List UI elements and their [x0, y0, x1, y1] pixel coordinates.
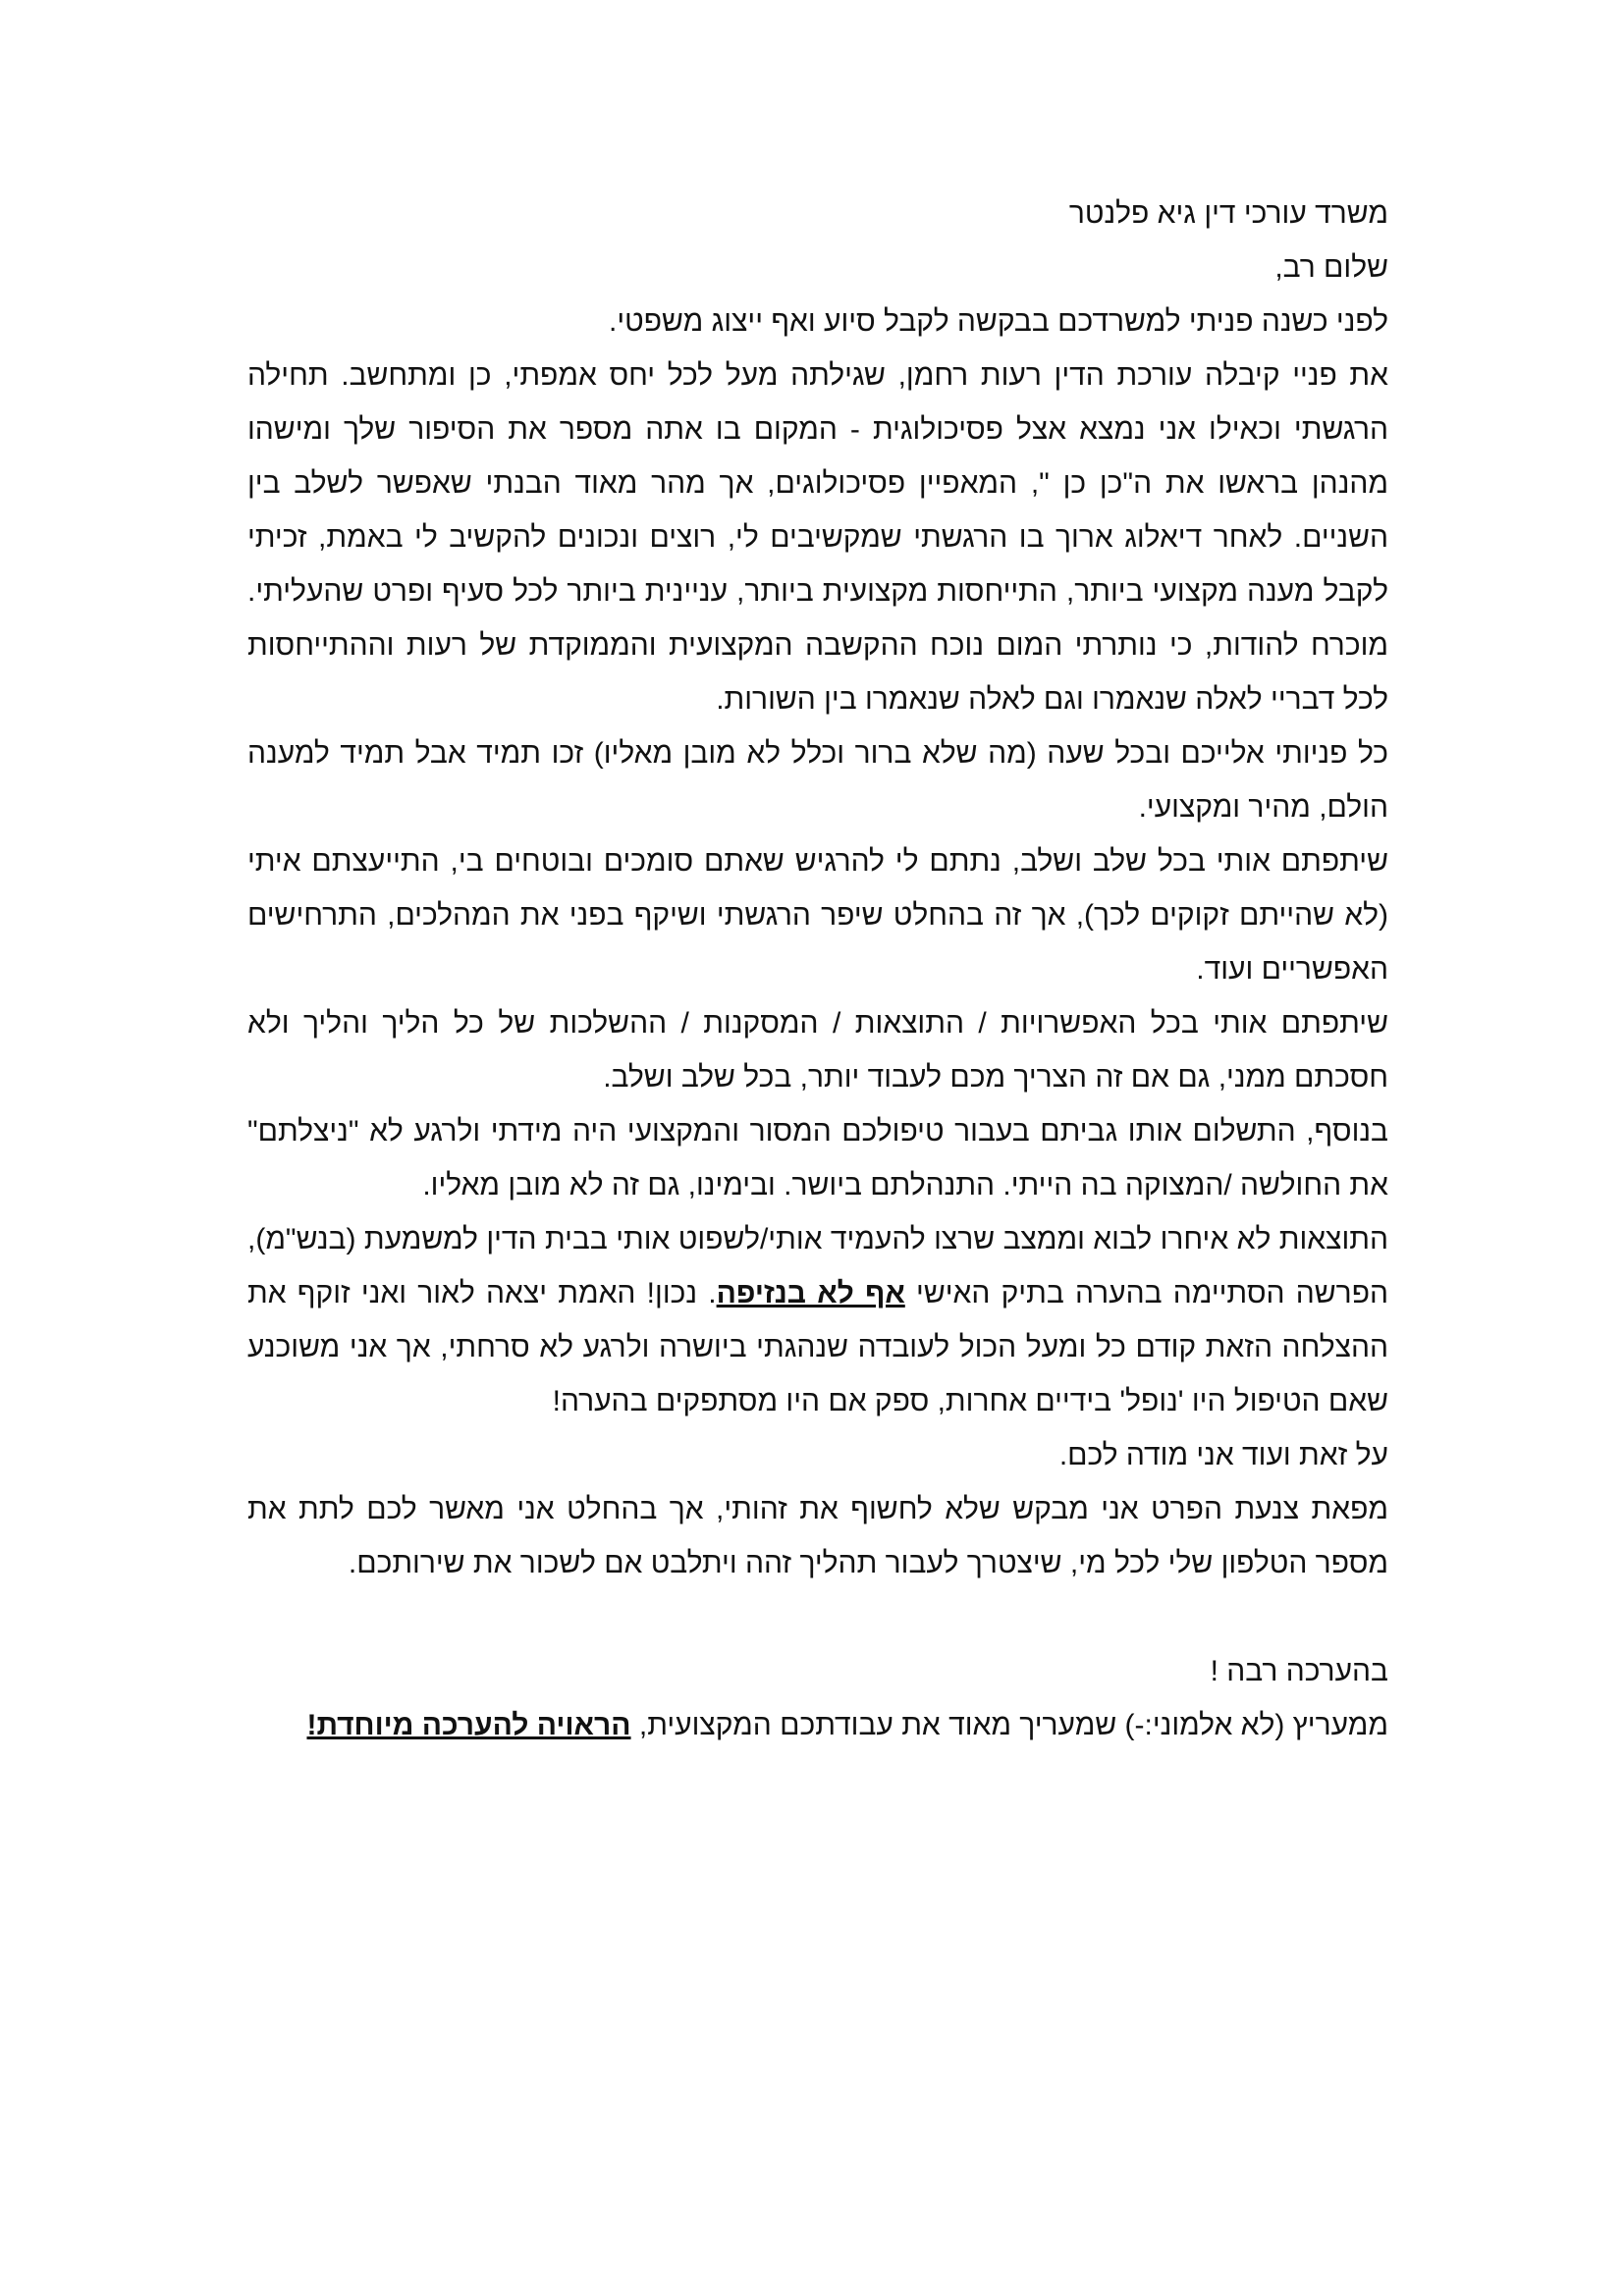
paragraph-payment: בנוסף, התשלום אותו גביתם בעבור טיפולכם המסור והמקצועי היה מידתי ולרגע לא "ניצלתם" את החולשה /המצוקה בה הייתי. התנהלתם ביושר. ובימינו, גם זה לא מובן מאליו.: [247, 1115, 1388, 1201]
spacer: [247, 1590, 1388, 1644]
paragraph-lawyer-praise: את פניי קיבלה עורכת הדין רעות רחמן, שגילתה מעל לכל יחס אמפתי, כן ומתחשב. תחילה הרגשתי וכאילו אני נמצא אצל פסיכולוגית - המקום בו אתה מספר את הסיפור שלך ומישהו מהנהן בראשו את ה"כן כן ", המאפיין פסיכולוגים, אך מהר מאוד הבנתי שאפשר לשלב בין השניים. לאחר דיאלוג ארוך בו הרגשתי שמקשיבים לי, רוצים ונכונים להקשיב לי באמת, זכיתי לקבל מענה מקצועי ביותר, התייחסות מקצועית ביותר, עניינית ביותר לכל סעיף ופרט שהעליתי. מוכרח להודות, כי נותרתי המום נוכח ההקשבה המקצועית והממוקדת של רעות וההתייחסות לכל דבריי לאלה שנאמרו וגם לאלה שנאמרו בין השורות.: [247, 359, 1388, 716]
paragraph-outcome: [247, 1212, 1388, 1428]
paragraph-availability: כל פניותי אלייכם ובכל שעה (מה שלא ברור וכלל לא מובן מאליו) זכו תמיד אבל תמיד למענה הולם, מהיר ומקצועי.: [247, 737, 1388, 824]
paragraph-thanks: על זאת ועוד אני מודה לכם.: [1058, 1439, 1388, 1471]
paragraph-involvement: שיתפתם אותי בכל שלב ושלב, נתתם לי להרגיש שאתם סומכים ובוטחים בי, התייעצתם איתי (לא שהייתם זקוקים לכך), אך זה בהחלט שיפר הרגשתי ושיקף בפני את המהלכים, התרחישים האפשריים ועוד.: [247, 845, 1388, 986]
outcome-emphasis: אף לא בנזיפה: [716, 1277, 905, 1309]
signature-text: ממעריץ (לא אלמוני:-) שמעריך מאוד את עבודתכם המקצועית,: [630, 1709, 1388, 1741]
paragraph-options: שיתפתם אותי בכל האפשרויות / התוצאות / המסקנות / ההשלכות של כל הליך והליך ולא חסכתם ממני, גם אם זה הצריך מכם לעבוד יותר, בכל שלב ושלב.: [247, 1007, 1388, 1094]
paragraph-privacy: מפאת צנעת הפרט אני מבקש שלא לחשוף את זהותי, אך בהחלט אני מאשר לכם לתת את מספר הטלפון שלי לכל מי, שיצטרך לעבור תהליך זהה ויתלבט אם לשכור את שירותכם.: [247, 1493, 1388, 1579]
recipient-heading: משרד עורכי דין גיא פלנטר: [1068, 197, 1388, 230]
signature-emphasis: הראויה להערכה מיוחדת!: [306, 1709, 631, 1741]
outcome-text-after: . נכון! האמת יצאה לאור ואני זוקף את ההצלחה הזאת קודם כל ומעל הכול לעובדה שנהגתי ביושרה ולרגע לא סרחתי, אך אני משוכנע שאם הטיפול היו 'נופל' בידיים אחרות, ספק אם היו מסתפקים בהערה!: [247, 1277, 1388, 1417]
letter-page: [247, 187, 1388, 1752]
closing: בהערכה רבה !: [1210, 1655, 1388, 1687]
outcome-text-before: התוצאות לא איחרו לבוא וממצב שרצו להעמיד אותי/לשפוט אותי בבית הדין למשמעת (בנש"מ), הפרשה הסתיימה בהערה בתיק האישי: [247, 1223, 1389, 1309]
signature: [247, 1698, 1388, 1752]
paragraph-intro: לפני כשנה פניתי למשרדכם בבקשה לקבל סיוע ואף ייצוג משפטי.: [609, 305, 1388, 338]
greeting: שלום רב,: [1274, 251, 1388, 284]
